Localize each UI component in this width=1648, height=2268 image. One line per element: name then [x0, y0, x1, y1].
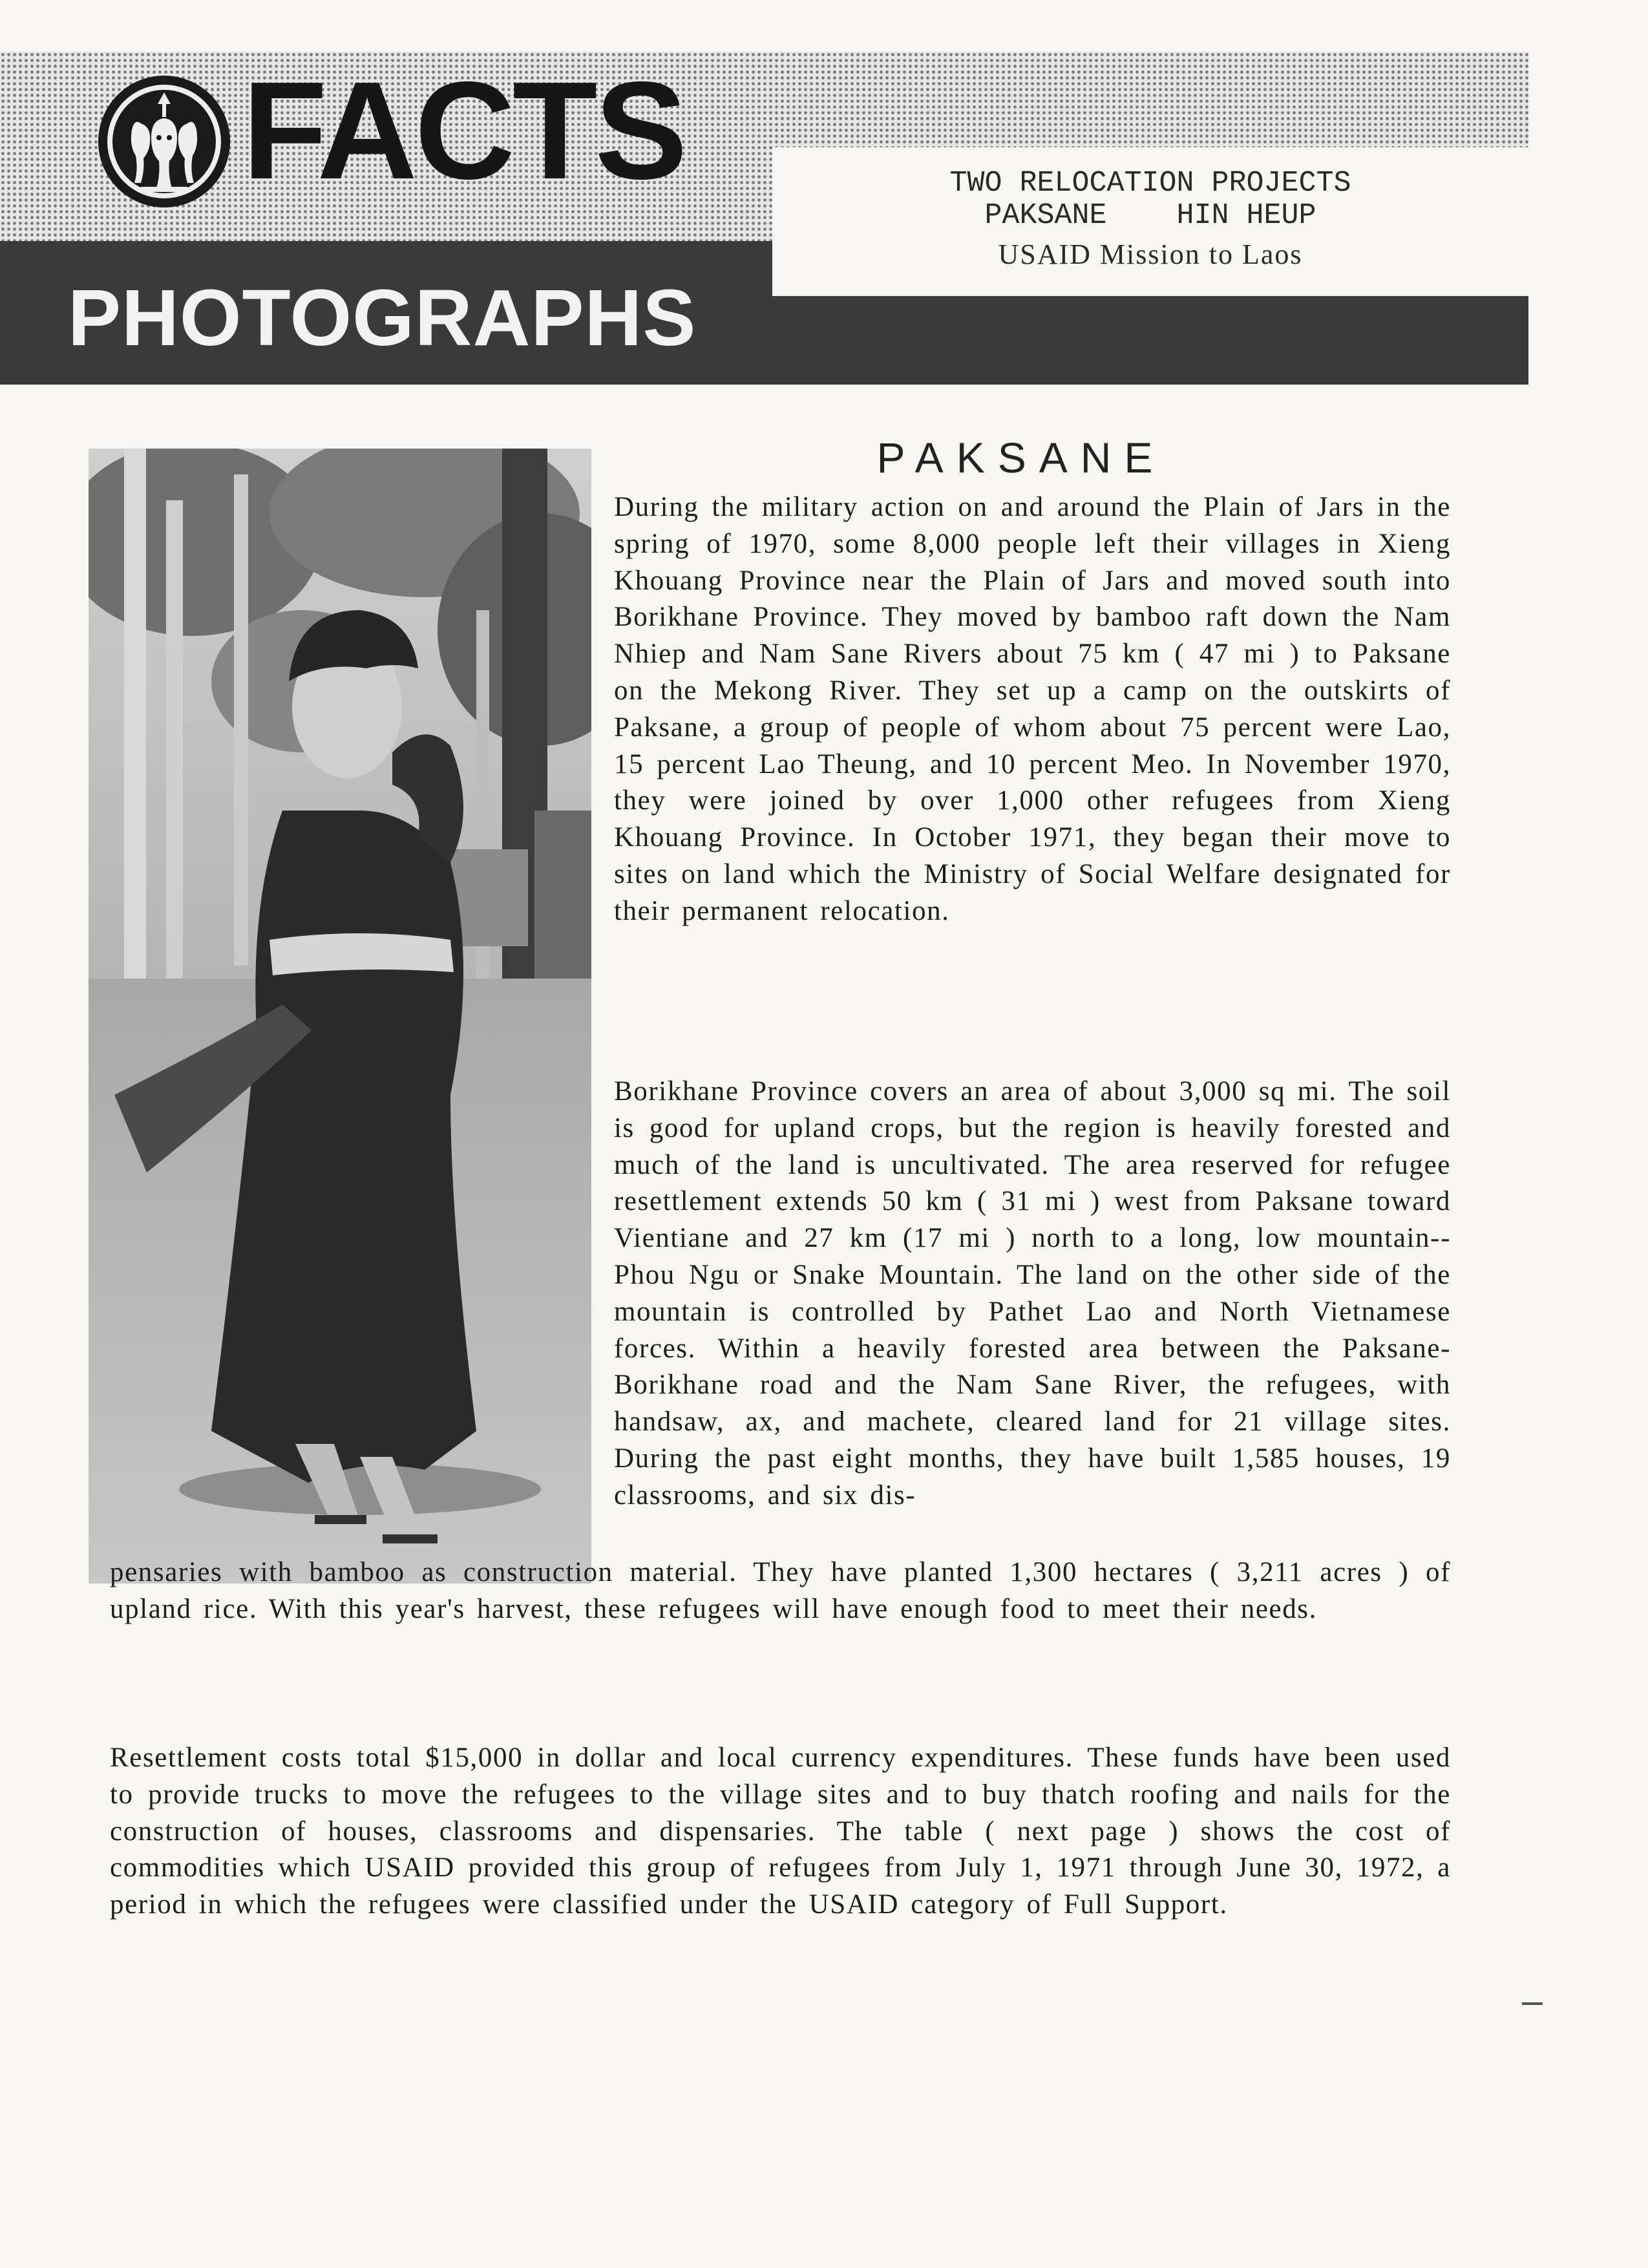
article-paragraph-2-continued: pensaries with bamboo as construction material. They have planted 1,300 hectares ( 3,211 acres ) of upland rice. With this year's harvest, these refugees will have enough food to meet their needs. — [110, 1557, 1451, 1624]
publication-locations: PAKSANE HIN HEUP — [984, 199, 1316, 232]
three-headed-elephant-seal-icon — [96, 73, 233, 210]
header-dark-banner-right — [772, 294, 1528, 385]
refugee-woman-photograph — [89, 449, 591, 1584]
section-heading: PAKSANE — [876, 434, 1166, 482]
article-paragraph-3: Resettlement costs total $15,000 in dollar and local currency expenditures. These funds have been used to provide trucks to move the refugees to the village sites and to buy thatch roofing and nails for the construction of houses, classrooms and dispensaries. The table ( next page ) shows the cost of commodities which USAID provided this group of refugees from July 1, 1971 through June 30, 1972, a period in which the refugees were classified under the USAID category of Full Support. — [110, 1743, 1451, 1920]
page-edge-mark — [1522, 2002, 1543, 2005]
photographs-banner-text: PHOTOGRAPHS — [68, 274, 697, 363]
article-paragraph-2: Borikhane Province covers an area of about 3,000 sq mi. The soil is good for upland crops, but the region is heavily forested and much of the land is uncultivated. The area reserved for refugee resettlement extends 50 km ( 31 mi ) west from Paksane toward Vientiane and 27 km (17 mi ) north to a long, low mountain--Phou Ngu or Snake Mountain. The land on the other side of the mountain is controlled by Pathet Lao and North Vietnamese forces. Within a heavily forested area between the Paksane-Borikhane road and the Nam Sane River, the refugees, with handsaw, ax, and machete, cleared land for 21 village sites. During the past eight months, they have built 1,585 houses, 19 classrooms, and six dis- — [614, 1076, 1451, 1510]
publication-source: USAID Mission to Laos — [998, 238, 1303, 270]
article-paragraph-1: During the military action on and around the Plain of Jars in the spring of 1970, some 8,000 people left their villages in Xieng Khouang Province near the Plain of Jars and moved south into Borikhane Province. They moved by bamboo raft down the Nam Nhiep and Nam Sane Rivers about 75 km ( 47 mi ) to Paksane on the Mekong River. They set up a camp on the outskirts of Paksane, a group of people of whom about 75 percent were Lao, 15 percent Lao Theung, and 10 percent Meo. In November 1970, they were joined by over 1,000 other refugees from Xieng Khouang Province. In October 1971, they began their move to sites on land which the Ministry of Social Welfare designated for their permanent relocation. — [614, 492, 1451, 926]
publication-title: TWO RELOCATION PROJECTS — [949, 167, 1351, 200]
facts-logo-text: FACTS — [242, 52, 685, 208]
